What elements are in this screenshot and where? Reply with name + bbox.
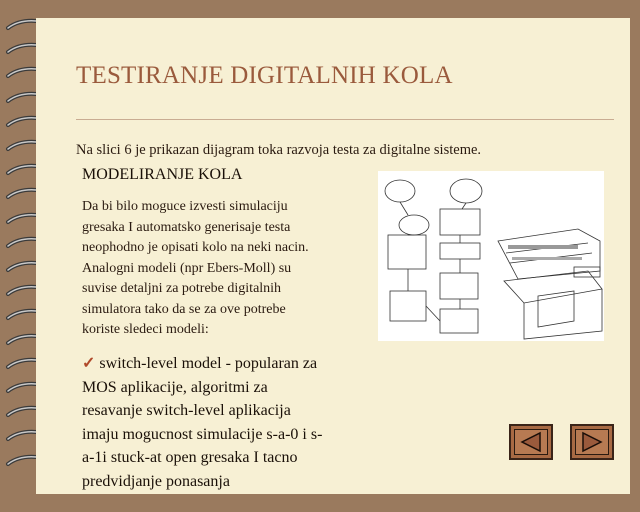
paragraph-line: suvise detaljni za potrebe digitalnih — [82, 281, 282, 296]
test-flow-diagram-image — [378, 171, 604, 341]
paragraph-line: simulatora tako da se za ove potrebe — [82, 301, 286, 317]
title-divider — [76, 119, 614, 120]
body-paragraph — [82, 197, 372, 341]
paragraph-line: gresaka I automatsko generisaje testa — [82, 219, 291, 235]
bullet-line: a-1i stuck-at open gresaka I tacno — [82, 449, 298, 466]
paragraph-line: neophodno je opisati kolo na neki nacin. — [82, 240, 309, 255]
paragraph-line: Analogni modeli (npr Ebers-Moll) su — [82, 260, 292, 276]
section-heading: MODELIRANJE KOLA — [82, 166, 243, 183]
check-bullet-icon: ✓ — [82, 355, 96, 372]
bullet-line: MOS aplikacije, algoritmi za — [82, 378, 268, 396]
diagram-sketch — [378, 171, 604, 341]
slide-title: TESTIRANJE DIGITALNIH KOLA — [76, 62, 453, 89]
paragraph-line: koriste sledeci modeli: — [82, 322, 209, 337]
bullet-line: resavanje switch-level aplikacija — [82, 402, 291, 419]
bullet-line: switch-level model - popularan za — [99, 355, 318, 372]
intro-text: Na slici 6 je prikazan dijagram toka razvoja testa za digitalne sisteme. — [76, 142, 482, 158]
next-slide-button[interactable] — [570, 424, 614, 460]
slide-page — [36, 18, 630, 494]
paragraph-line: Da bi bilo moguce izvesti simulaciju — [82, 199, 288, 214]
previous-slide-button[interactable] — [509, 424, 553, 460]
bullet-line: predvidjanje ponasanja — [82, 472, 230, 490]
triangle-right-icon — [572, 426, 612, 458]
bullet-line: imaju mogucnost simulacije s-a-0 i s- — [82, 425, 323, 443]
triangle-left-icon — [511, 426, 551, 458]
bullet-item — [82, 352, 362, 493]
